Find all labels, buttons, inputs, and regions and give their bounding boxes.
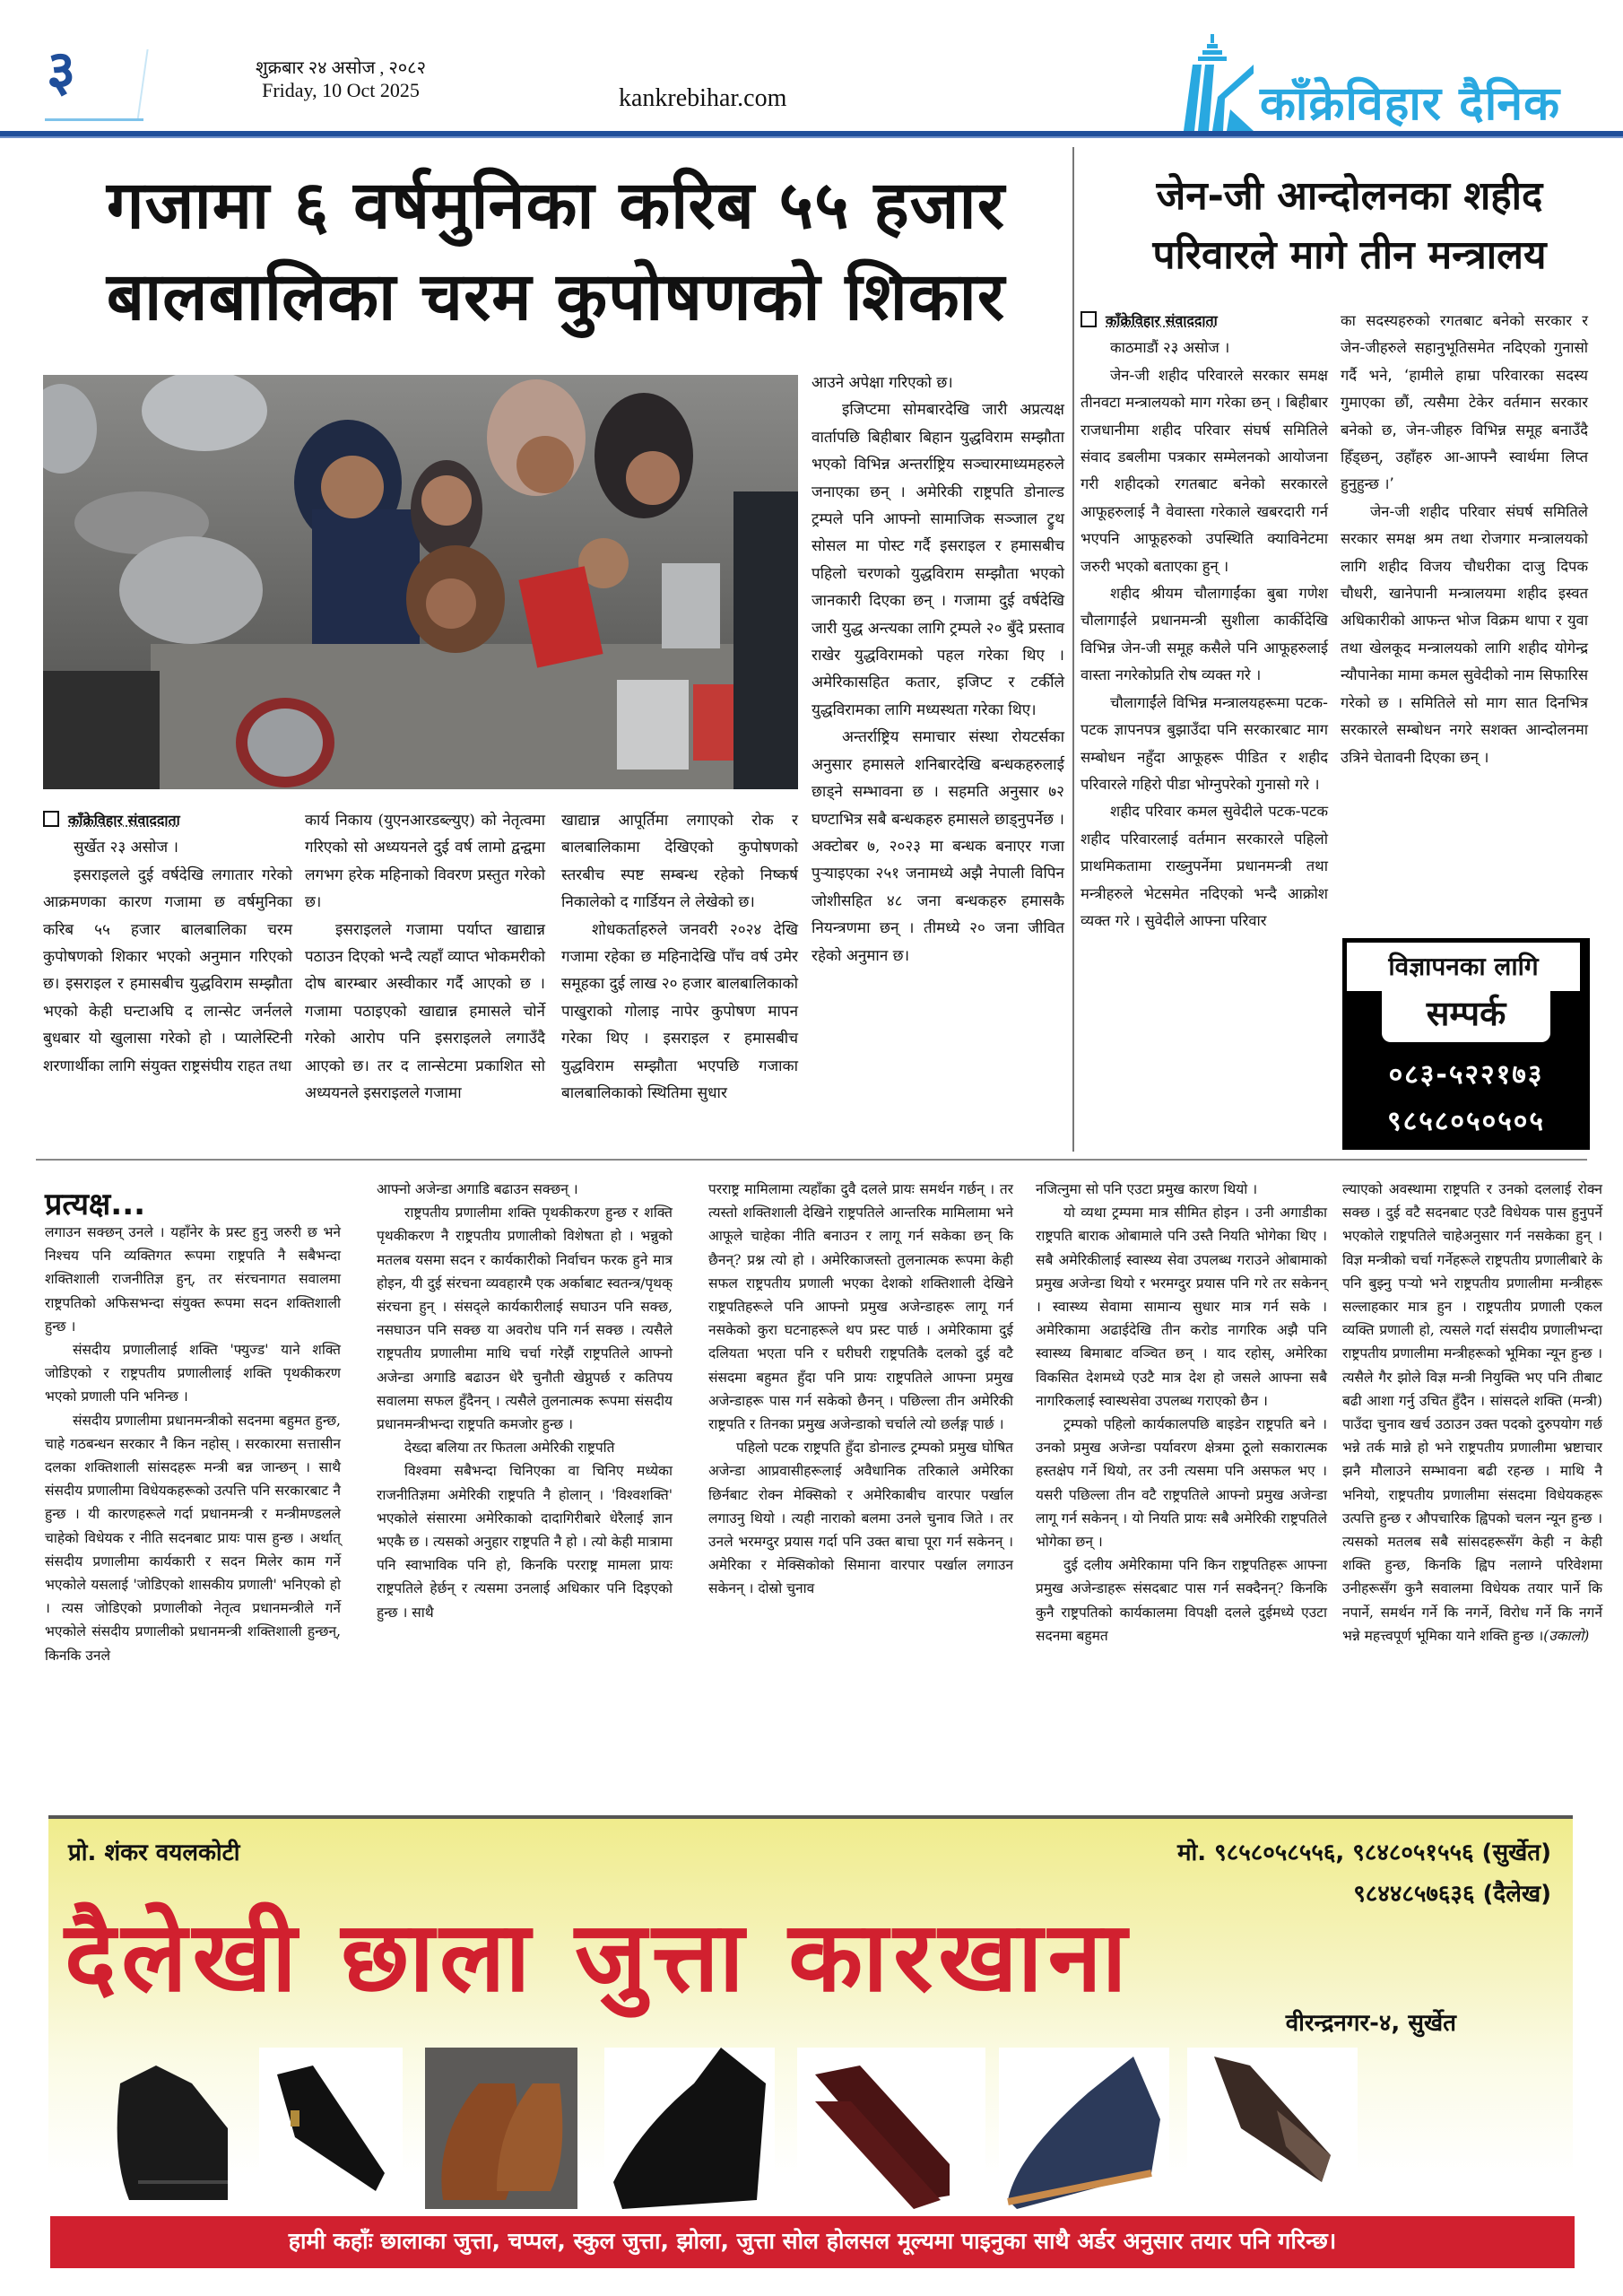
logo-icon <box>1175 34 1255 131</box>
website-link[interactable]: kankrebihar.com <box>619 84 787 112</box>
side-paragraph: जेन-जी शहीद परिवार संघर्ष समितिले सरकार समक्ष श्रम तथा रोजगार मन्त्रालयको लागि शहीद विजय चौधरीका दाजु दिपक चौधरी, खानेपानी मन्त्रालयमा शहीद इस्वत अधिकारीको आफन्त भोज विक्रम थापा र युवा तथा खेलकूद मन्त्रालयको लागि शहीद योगेन्द्र न्यौपानेका मामा कमल सुवेदीको नाम सिफारिस गरेको छ । समितिले सो माग सात दिनभित्र सरकारले सम्बोधन नगरे सशक्त आन्दोलनमा उत्रिने चेतावनी दिएका छन् । <box>1341 502 1588 766</box>
lead-paragraph: कार्य निकाय (युएनआरडब्ल्युए) को नेतृत्वमा गरिएको सो अध्ययनले दुई वर्ष लामो द्वन्द्वमा लगभग हरेक महिनाको विवरण प्रस्तुत गरेको छ। <box>305 812 545 912</box>
opinion-paragraph: दुई दलीय अमेरिकामा पनि किन राष्ट्रपतिहरू आफ्ना प्रमुख अजेन्डाहरू संसदबाट पास गर्न सक्दैनन्? किनकि कुनै राष्ट्रपतिको कार्यकालमा विपक्षी दलले दुईमध्ये एउटा सदनमा बहुमत <box>1036 1557 1327 1644</box>
opinion-subheading: देख्दा बलिया तर फितला अमेरिकी राष्ट्रपति <box>404 1439 615 1457</box>
opinion-column-2 <box>377 1178 673 1624</box>
gaza-children-food-queue-photo-icon <box>43 375 798 789</box>
date-nepali: शुक्रबार २४ असोज , २०८२ <box>256 58 426 78</box>
opinion-column-3 <box>708 1178 1013 1601</box>
brown-wingtip-shoe-icon <box>1187 2048 1358 2209</box>
side-article-column-1 <box>1081 308 1328 935</box>
shoe-factory-advertisement <box>48 1815 1573 2264</box>
ad-services-banner: हामी कहाँः छालाका जुत्ता, चप्पल, स्कुल जुत्ता, झोला, जुत्ता सोल होलसल मूल्यमा पाइनुका साथै अर्डर अनुसार तयार पनि गरिन्छ। <box>50 2216 1575 2268</box>
lead-paragraph: आउने अपेक्षा गरिएको छ। <box>812 374 953 392</box>
ad-address: वीरन्द्रनगर-४, सुर्खेत <box>1285 2010 1456 2037</box>
opinion-column-4 <box>1036 1178 1327 1648</box>
lead-byline <box>43 807 292 834</box>
lead-paragraph: खाद्यान्न आपूर्तिमा लगाएको रोक र बालबालिकामा देखिएको कुपोषणको स्तरबीच स्पष्ट सम्बन्ध रहेको निष्कर्ष निकालेको द गार्डियन ले लेखेको छ। <box>561 812 798 912</box>
shoe-images <box>102 2048 1537 2218</box>
ad-contact-phone-2: ९८५८०५०५०५ <box>1387 1106 1545 1137</box>
gaza-children-photo <box>43 375 798 789</box>
opinion-source: (उकालो) <box>1543 1627 1590 1644</box>
opinion-paragraph: लगाउन सक्छन् उनले । यहाँनेर के प्रस्ट हुनु जरुरी छ भने निश्चय पनि व्यक्तिगत रूपमा राष्ट्रपति नै सबैभन्दा शक्तिशाली राजनीतिज्ञ हुन्, तर संरचनागत सवालमा राष्ट्रपतिको अफिसभन्दा संयुक्त रूपमा सदन शक्तिशाली हुन्छ । <box>45 1224 341 1335</box>
side-byline-text: काँक्रेविहार संवाददाता <box>1106 312 1218 329</box>
side-headline-line2: परिवारले मागे तीन मन्त्रालय <box>1152 232 1547 278</box>
opinion-paragraph: आफ्नो अजेन्डा अगाडि बढाउन सक्छन् । <box>377 1181 578 1197</box>
black-monk-strap-shoe-icon <box>259 2048 403 2209</box>
ad-phone-line-2: ९८४४८५७६३६ (दैलेख) <box>1353 1881 1551 1908</box>
byline-box-icon <box>1081 311 1097 327</box>
ad-shop-name: दैलेखी छाला जुत्ता कारखाना <box>65 1901 1133 2013</box>
ad-contact-label: सम्पर्क <box>1382 988 1550 1042</box>
side-paragraph: शहीद परिवार कमल सुवेदीले पटक-पटक शहीद परिवारलाई वर्तमान सरकारले पहिलो प्राथमिकतामा राख्नुपर्नेमा प्रधानमन्त्री तथा मन्त्रीहरुले भेटसमेत नदिएको भन्दै आक्रोश व्यक्त गरे । सुवेदीले आफ्ना परिवार <box>1081 803 1328 929</box>
column-divider <box>1072 147 1074 1152</box>
lead-headline-line2: बालबालिका चरम कुपोषणको शिकार <box>106 258 1006 335</box>
lead-paragraph: इजिप्टमा सोमबारदेखि जारी अप्रत्यक्ष वार्तापछि बिहीबार बिहान युद्धविराम सम्झौता भएको विभिन्न अन्तर्राष्ट्रिय सञ्चारमाध्यमहरुले जनाएका छन् । अमेरिकी राष्ट्रपति डोनाल्ड ट्रम्पले पनि आफ्नो सामाजिक सञ्जाल ट्रुथ सोसल मा पोस्ट गर्दै इसराइल र हमासबीच पहिलो चरणको युद्धविराम सम्झौता भएको जानकारी दिएका छन् । गजामा दुई वर्षदेखि जारी युद्ध अन्त्यका लागि ट्रम्पले २० बुँदे प्रस्ताव राखेर युद्धविरामको पहल गरेका थिए । अमेरिकासहित कतार, इजिप्ट र टर्कीले युद्धविरामका लागि मध्यस्थता गरेका थिए। <box>812 401 1064 719</box>
lead-paragraph: शोधकर्ताहरुले जनवरी २०२४ देखि गजामा रहेका छ महिनादेखि पाँच वर्ष उमेर समूहका दुई लाख २० हजार बालबालिकाको पाखुराको गोलाइ नापेर कुपोषण मापन गरेका थिए । इसराइल र हमासबीच युद्धविराम सम्झौता भएपछि गजाका बालबालिकाको स्थितिमा सुधार <box>561 920 798 1103</box>
opinion-paragraph: विश्वमा सबैभन्दा चिनिएका वा चिनिए मध्येका राजनीतिज्ञमा अमेरिकी राष्ट्रपति नै होलान् । 'विश्वशक्ति' भएकोले संसारमा अमेरिकाको दादागिरीबारे धेरैलाई ज्ञान भएकै छ । त्यसको अनुहार राष्ट्रपति नै हो । त्यो केही मात्रामा पनि स्वाभाविक पनि हो, किनकि परराष्ट्र मामला प्रायः राष्ट्रपतिले हेर्छन् र त्यसमा उनलाई अधिकार पनि दिइएको हुन्छ । साथै <box>377 1463 673 1621</box>
black-monk-shoe-icon <box>604 2048 775 2209</box>
opinion-paragraph: यो व्यथा ट्रम्पमा मात्र सीमित होइन । उनी अगाडीका राष्ट्रपति बाराक ओबामाले पनि उस्तै नियति भोगेका थिए । सबै अमेरिकीलाई स्वास्थ्य सेवा उपलब्ध गराउने ओबामाको प्रमुख अजेन्डा थियो र भरमग्दुर प्रयास पनि गरे तर सकेनन् । स्वास्थ्य सेवामा सामान्य सुधार मात्र गर्न सके । अमेरिकामा अढाईदेखि तीन करोड नागरिक अझै पनि स्वास्थ्य बिमाबाट वञ्चित छन् । याद रहोस्, अमेरिका विकसित देशमध्ये एउटै मात्र देश हो जसले आफ्ना सबै नागरिकलाई स्वास्थसेवा उपलब्ध गराएको छैन । <box>1036 1205 1327 1409</box>
side-headline <box>1081 167 1619 285</box>
lead-paragraph: अन्तर्राष्ट्रिय समाचार संस्था रोयटर्सका अनुसार हमासले शनिबारदेखि बन्धकहरुलाई छाड्ने सम्भावना छ । सहमति अनुसार ७२ घण्टाभित्र सबै बन्धकहरु हमासले छाड्नुपर्नेछ । अक्टोबर ७, २०२३ मा बन्धक बनाएर गजा पुऱ्याइएका २५१ जनामध्ये अझै नेपाली विपिन जोशीसहित ४८ जना बन्धकहरु हमासकै नियन्त्रणमा छन् । तीमध्ये २० जना जीवित रहेको अनुमान छ। <box>812 728 1064 965</box>
ad-contact-phone-1: ०८३-५२२१७३ <box>1388 1059 1544 1091</box>
opinion-paragraph: ट्रम्पको पहिलो कार्यकालपछि बाइडेन राष्ट्रपति बने । उनको प्रमुख अजेन्डा पर्यावरण क्षेत्रमा ठूलो सकारात्मक हस्तक्षेप गर्ने थियो, तर उनी त्यसमा पनि असफल भए । यसरी पछिल्ला तीन वटै राष्ट्रपतिले आफ्नो प्रमुख अजेन्डा लागू गर्न सकेनन् । यो नियति प्रायः सबै अमेरिकी राष्ट्रपतिले भोगेका छन् । <box>1036 1416 1327 1551</box>
opinion-paragraph: पहिलो पटक राष्ट्रपति हुँदा डोनाल्ड ट्रम्पको प्रमुख घोषित अजेन्डा आप्रवासीहरूलाई अवैधानिक तरिकाले अमेरिका छिर्नबाट रोक्न मेक्सिको र अमेरिकाबीच वारपार पर्खाल लगाउनु थियो । त्यही नाराको बलमा उनले चुनाव जिते । तर उनले भरमग्दुर प्रयास गर्दा पनि उक्त बाचा पूरा गर्न सकेनन् । अमेरिका र मेक्सिकोको सिमाना वारपार पर्खाल लगाउन सकेनन् । दोस्रो चुनाव <box>708 1439 1013 1597</box>
opinion-paragraph: नजित्नुमा सो पनि एउटा प्रमुख कारण थियो । <box>1036 1181 1258 1197</box>
lead-dateline: सुर्खेत २३ असोज । <box>74 839 178 857</box>
black-derby-shoe-icon <box>102 2048 237 2209</box>
side-article-column-2 <box>1341 308 1588 771</box>
side-dateline: काठमाडौं २३ असोज । <box>1110 339 1230 357</box>
header-rule-secondary <box>0 136 1623 138</box>
lead-article-column-3 <box>561 807 798 1107</box>
lead-article-column-4 <box>812 370 1064 970</box>
opinion-paragraph: संसदीय प्रणालीमा प्रधानमन्त्रीको सदनमा बहुमत हुन्छ, चाहे गठबन्धन सरकार नै किन नहोस् । सरकारमा सत्तासीन दलका शक्तिशाली सांसदहरू मन्त्री बन्न जान्छन् । साथै संसदीय प्रणालीमा विधेयकहरूको उत्पत्ति पनि सरकारबाट नै हुन्छ । यी कारणहरूले गर्दा प्रधानमन्त्री र मन्त्रीमण्डलले चाहेको विधेयक र नीति सदनबाट प्रायः पास हुन्छ । अर्थात् संसदीय प्रणालीमा कार्यकारी र सदन मिलेर काम गर्ने भएकोले यसलाई 'जोडिएको शासकीय प्रणाली' भनिएको हो । त्यस जोडिएको प्रणालीको नेतृत्व प्रधानमन्त्रीले गर्ने भएकोले संसदीय प्रणालीको प्रधानमन्त्री शक्तिशाली हुन्छन्, किनकि उनले <box>45 1412 341 1664</box>
lead-headline <box>40 160 1072 343</box>
byline-box-icon <box>43 811 59 827</box>
lead-article-column-1 <box>43 807 292 1080</box>
lead-article-column-2 <box>305 807 545 1107</box>
opinion-paragraph: परराष्ट्र मामिलामा त्यहाँका दुवै दलले प्रायः समर्थन गर्छन् । तर त्यस्तो शक्तिशाली देखिने राष्ट्रपतिले आन्तरिक मामिलामा भने आफूले चाहेका नीति बनाउन र लागू गर्न सकेका छन् कि छैनन्? प्रश्न त्यो हो । अमेरिकाजस्तो तुलनात्मक रूपमा केही सफल राष्ट्रपतीय प्रणाली भएका देशको शक्तिशाली देखिने राष्ट्रपतिहरूले पनि आफ्नो प्रमुख अजेन्डाहरू लागू गर्न नसकेको कुरा घटनाहरूले थप प्रस्ट पार्छ । अमेरिकामा दुई दलियता भएता पनि र घरीघरी राष्ट्रपतिकै दलको दुई वटै संसदमा बहुमत हुँदा पनि प्रायः राष्ट्रपतिले आफ्ना प्रमुख अजेन्डाहरू पास गर्न सकेको छैनन् । पछिल्ला तीन अमेरिकी राष्ट्रपति र तिनका प्रमुख अजेन्डाको चर्चाले त्यो छर्लङ्ग पार्छ । <box>708 1181 1013 1433</box>
opinion-paragraph: राष्ट्रपतीय प्रणालीमा शक्ति पृथकीकरण हुन्छ र शक्ति पृथकीकरण नै राष्ट्रपतीय प्रणालीको विशेषता हो । भन्नुको मतलब यसमा सदन र कार्यकारीको निर्वाचन फरक हुने मात्र होइन, यी दुई संरचना व्यवहारमै एक अर्काबाट स्वतन्त्र/पृथक् संरचना हुन् । संसद्ले कार्यकारीलाई सघाउन पनि सक्छ, नसघाउन पनि सक्छ या अवरोध पनि गर्न सक्छ । त्यसैले राष्ट्रपतीय प्रणालीमा माथि चर्चा गरेझैं राष्ट्रपतिले आफ्नो अजेन्डा अगाडि बढाउन धेरै चुनौती खेप्नुपर्छ र कतिपय सवालमा सफल हुँदैनन् । त्यसैले तुलनात्मक रूपमा संसदीय प्रधानमन्त्रीभन्दा राष्ट्रपति कमजोर हुन्छ । <box>377 1205 673 1433</box>
side-paragraph: जेन-जी शहीद परिवारले सरकार समक्ष तीनवटा मन्त्रालयको माग गरेका छन् । बिहीबार राजधानीमा शहीद परिवार संघर्ष समितिले संवाद डबलीमा पत्रकार सम्मेलनको आयोजना गरी शहीदको रगतबाट बनेको सरकारले आफूहरुलाई नै वेवास्ता गरेकाले खबरदारी गर्न भएपनि आफूहरुको उपस्थिति क्याविनेटमा जरुरी भएको बताएका हुन् । <box>1081 366 1328 575</box>
lead-byline-text: काँक्रेविहार संवाददाता <box>68 812 180 829</box>
page-number: ३ <box>47 38 76 103</box>
lead-headline-line1: गजामा ६ वर्षमुनिका करिब ५५ हजार <box>107 167 1005 244</box>
opinion-column-5 <box>1342 1178 1602 1648</box>
logo-text: काँक्रेविहार दैनिक <box>1260 77 1561 131</box>
navy-suede-shoe-icon <box>999 2048 1169 2209</box>
opinion-paragraph <box>1342 1178 1602 1648</box>
side-byline <box>1081 308 1328 335</box>
page-number-underline <box>45 118 143 121</box>
side-paragraph: चौलागाईंले विभिन्न मन्त्रालयहरूमा पटक-पटक ज्ञापनपत्र बुझाउँदा पनि सरकारबाट माग सम्बोधन नहुँदा आफूहरू पीडित र शहीद परिवारले गहिरो पीडा भोग्नुपरेको गुनासो गरे । <box>1081 693 1328 793</box>
date-english: Friday, 10 Oct 2025 <box>262 79 420 101</box>
opinion-paragraph: संसदीय प्रणालीलाई शक्ति 'फ्युज्ड' याने शक्ति जोडिएको र राष्ट्रपतीय प्रणालीलाई शक्ति पृथकीकरण भएको प्रणाली पनि भनिन्छ । <box>45 1342 341 1405</box>
opinion-paragraph-text: ल्याएको अवस्थामा राष्ट्रपति र उनको दललाई रोक्न सक्छ । दुई वटै सदनबाट एउटै विधेयक पास हुनुपर्ने भएकोले राष्ट्रपतिले चाहेअनुसार गर्न नसकेका हुन् । विज्ञ मन्त्रीको चर्चा गर्नेहरूले राष्ट्रपतीय प्रणालीबारे के पनि बुझ्नु पर्‍यो भने राष्ट्रपतीय प्रणालीमा मन्त्रीहरू सल्लाहकार मात्र हुन । राष्ट्रपतीय प्रणाली एकल व्यक्ति प्रणाली हो, त्यसले गर्दा संसदीय प्रणालीभन्दा राष्ट्रपतीय प्रणालीमा मन्त्रीहरूको भूमिका न्यून हुन्छ । त्यसैले गैर झोले विज्ञ मन्त्री नियुक्ति भए पनि तीबाट बढी आशा गर्नु उचित हुँदैन । सांसदले शक्ति (मन्त्री) पाउँदा चुनाव खर्च उठाउन उक्त पदको दुरुपयोग गर्छ भन्ने तर्क मान्ने हो भने राष्ट्रपतीय प्रणालीमा भ्रष्टाचार झनै मौलाउने सम्भावना बढी रहन्छ । माथि नै भनियो, राष्ट्रपतीय प्रणालीमा संसदमा विधेयकहरू उत्पत्ति हुन्छ र औपचारिक ह्विपको चलन न्यून हुन्छ । त्यसको मतलब सबै सांसदहरूसँग केही न केही शक्ति हुन्छ, किनकि ह्विप नलाग्ने परिवेशमा उनीहरूसँग कुनै सवालमा विधेयक तयार पार्ने कि नपार्ने, समर्थन गर्ने कि नगर्ने, विरोध गर्ने कि नगर्ने भन्ने महत्त्वपूर्ण भूमिका याने शक्ति हुन्छ । <box>1342 1181 1602 1644</box>
opinion-title: प्रत्यक्ष... <box>45 1187 146 1222</box>
ad-phone-line-1: मो. ९८५८०५८५५६, ९८४८०५१५५६ (सुर्खेत) <box>1176 1839 1551 1866</box>
page-number-accent <box>136 49 148 121</box>
lead-paragraph: इसराइलले गजामा पर्याप्त खाद्यान्न पठाउन दिएको भन्दै त्यहाँ व्याप्त भोकमरीको दोष बारम्बार अस्वीकार गर्दै आएको छ । गजामा पठाइएको खाद्यान्न हमासले चोर्ने गरेको आरोप पनि इसराइलले लगाउँदै आएको छ। तर द लान्सेटमा प्रकाशित सो अध्ययनले इसराइलले गजामा <box>305 920 545 1103</box>
ad-owner-name: प्रो. शंकर वयलकोटी <box>68 1839 240 1866</box>
opinion-column-1 <box>45 1221 341 1667</box>
burgundy-oxford-shoes-icon <box>797 2048 985 2209</box>
brown-leather-shoes-icon <box>425 2048 577 2209</box>
ad-contact-heading: विज्ञापनका लागि <box>1344 940 1583 994</box>
side-paragraph: शहीद श्रीयम चौलागाईंका बुबा गणेश चौलागाईंले प्रधानमन्त्री सुशीला कार्कीदेखि विभिन्न जेन-जी समूह कसैले पनि आफूहरुलाई वास्ता नगरेकोप्रति रोष व्यक्त गरे । <box>1081 585 1328 684</box>
advertising-contact-box <box>1342 938 1590 1150</box>
issue-date <box>224 57 457 102</box>
side-headline-line1: जेन-जी आन्दोलनका शहीद <box>1156 173 1543 219</box>
lead-paragraph: इसराइलले दुई वर्षदेखि लगातार गरेको आक्रमणका कारण गजामा छ वर्षमुनिका करिब ५५ हजार बालबालिका चरम कुपोषणको शिकार भएको अनुमान गरिएको छ। इसराइल र हमासबीच युद्धविराम सम्झौता भएको केही घन्टाअघि द लान्सेट जर्नलले बुधबार यो खुलासा गरेको हो । प्यालेस्टिनी शरणार्थीका लागि संयुक्त राष्ट्रसंघीय राहत तथा <box>43 865 292 1075</box>
section-divider <box>36 1159 1587 1161</box>
side-paragraph: का सदस्यहरुको रगतबाट बनेको सरकार र जेन-जीहरुले सहानुभूतिसमेत नदिएको गुनासो गर्दै भने, ‘हामीले हाम्रा परिवारका सदस्य गुमाएका छौं, त्यसैमा टेकेर वर्तमान सरकार बनेको छ, जेन-जीहरु विभिन्न समूह बनाउँदै हिँड्छन्, उहाँहरु आ-आफ्नै स्वार्थमा लिप्त हुनुहुन्छ ।’ <box>1341 312 1588 493</box>
